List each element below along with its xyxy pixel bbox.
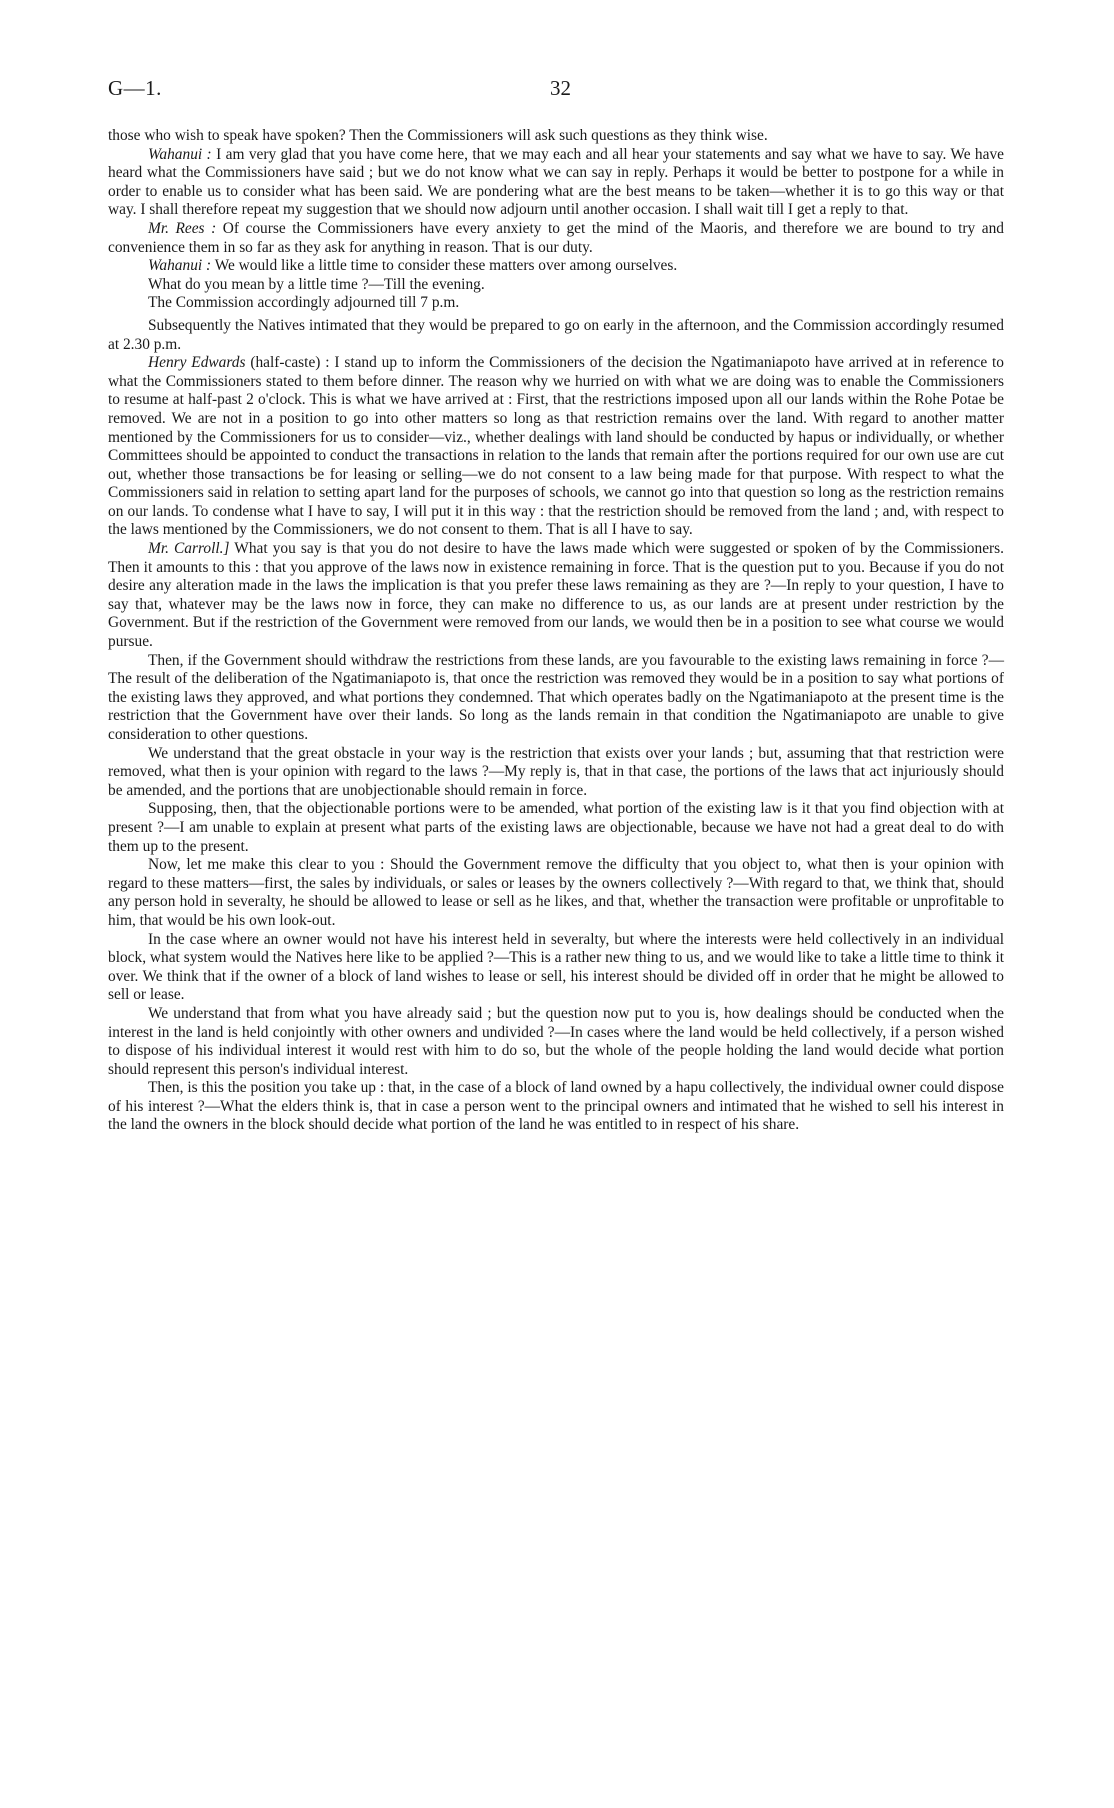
paragraph-text: Of course the Commissioners have every anxiety to get the mind of the Maoris, and therefore we are bound to try and convenience them in so far as they ask for anything in reason. That is our duty. [108, 219, 1005, 256]
paragraph [108, 745, 1004, 801]
paragraph [108, 540, 1004, 652]
paragraph-text: What you say is that you do not desire to have the laws made which were suggested or spoken of by the Commissioners. Then it amounts to this : that you approve of the laws now in existence remaining in force. That is the question put to you. Because if you do not desire any alteration made in the laws the implication is that you prefer these laws remaining as they are ?—In reply to your question, I have to say that, whatever may be the laws now in force, they can make no difference to us, as our lands are at present under restriction by the Government. But if the restriction of the Government were removed from our lands, we would then be in a position to see what course we would pursue. [108, 540, 1004, 651]
body-text [108, 127, 1004, 1135]
paragraph [108, 276, 1004, 295]
paragraph-text: We understand that from what you have already said ; but the question now put to you is, how dealings should be conducted when the interest in the land is held conjointly with other owners and undivided ?—In cases where the land would be held collectively, if a person wished to dispose of his individual interest it would rest with him to do so, but the whole of the people holding the land would decide what portion should represent this person's individual interest. [108, 1004, 1004, 1078]
paragraph-text: We understand that the great obstacle in your way is the restriction that exists over your lands ; but, assuming that that restriction were removed, what then is your opinion with regard to the laws ?—My reply is, that in that case, the portions of the laws that act injuriously should be amended, and the portions that are unobjectionable should remain in force. [108, 744, 1004, 799]
paragraph-text: In the case where an owner would not have his interest held in severalty, but where the interests were held collectively in an individual block, what system would the Natives here like to be applied ?—This is a rather new thing to us, and we would like to take a little time to think it over. We think that if the owner of a block of land wishes to lease or sell, his interest should be divided off in order that he might be allowed to sell or lease. [108, 930, 1004, 1004]
paragraph-text: Then, if the Government should withdraw the restrictions from these lands, are you favourable to the existing laws remaining in force ?—The result of the deliberation of the Ngatimaniapoto is, that once the restriction was removed they would be in a position to say what portions of the existing laws they approved, and what portions they condemned. That which operates badly on the Ngatimaniapoto at the present time is the restriction that the Government have over their lands. So long as the lands remain in that condition the Ngatimaniapoto are unable to give consideration to other questions. [108, 651, 1004, 743]
paragraph [108, 220, 1004, 257]
paragraph [108, 317, 1004, 354]
paragraph [108, 856, 1004, 930]
paragraph-text: I am very glad that you have come here, that we may each and all hear your statements and say what we have to say. We have heard what the Commissioners have said ; but we do not know what we can say in reply. Perhaps it would be better to postpone for a while in order to enable us to consider what has been said. We are pondering what are the best means to be taken—whether it is to go this way or that way. I shall therefore repeat my suggestion that we should now adjourn until another occasion. I shall wait till I get a reply to that. [108, 145, 1004, 219]
speaker-name: Mr. Rees : [148, 219, 217, 237]
paragraph [108, 294, 1004, 313]
paragraph-text: Now, let me make this clear to you : Should the Government remove the difficulty that you object to, what then is your opinion with regard to these matters—first, the sales by individuals, or sales or leases by the owners collectively ?—With regard to that, we think that, should any person hold in severalty, he should be allowed to lease or sell as he likes, and that, whether the transaction were profitable or unprofitable to him, that would be his own look-out. [108, 856, 1004, 929]
paragraph [108, 800, 1004, 856]
page-number: 32 [550, 76, 571, 100]
paragraph [108, 146, 1004, 220]
paragraph-text: (half-caste) : I stand up to inform the Commissioners of the decision the Ngatimaniapoto have arrived at in reference to what the Commissioners stated to them before dinner. The reason why we hurried on with what we are doing was to enable the Commissioners to resume at half-past 2 o'clock. This is what we have arrived at : First, that the restrictions imposed upon all our lands within the Rohe Potae be removed. We are not in a position to go into other matters so long as that restriction remains over the land. With regard to another matter mentioned by the Commissioners for us to consider—viz., whether dealings with land should be conducted by hapus or individually, or whether Committees should be appointed to conduct the transactions in relation to the lands that remain after the portions required for our own use are cut out, whether those transactions be for leasing or selling—we do not consent to a law being made for that purpose. With respect to what the Commissioners said in relation to setting apart land for the purposes of schools, we cannot go into that question so long as the restriction remains on our lands. To condense what I have to say, I will put it in this way : that the restriction should be removed from the land ; and, with respect to the laws mentioned by the Commissioners, we do not consent to them. That is all I have to say. [108, 354, 1004, 539]
speaker-name: Henry Edwards [148, 354, 246, 372]
page-header [108, 76, 1004, 108]
paragraph [108, 127, 1004, 146]
speaker-name: Mr. Carroll.] [148, 540, 230, 558]
paragraph-text: Subsequently the Natives intimated that they would be prepared to go on early in the afternoon, and the Commission accordingly resumed at 2.30 p.m. [108, 316, 1004, 353]
speaker-name: Wahanui : [148, 257, 212, 275]
paragraph [108, 1005, 1004, 1079]
paragraph [108, 931, 1004, 1005]
paragraph-text: Then, is this the position you take up : that, in the case of a block of land owned by a hapu collectively, the individual owner could dispose of his interest ?—What the elders think is, that in case a person went to the principal owners and intimated that he wished to sell his interest in the land the owners in the block should decide what portion of the land he was entitled to in respect of his share. [108, 1079, 1004, 1134]
paragraph [108, 1079, 1004, 1135]
paragraph [108, 354, 1004, 540]
speaker-name: Wahanui : [148, 145, 212, 163]
paragraph-text: Supposing, then, that the objectionable portions were to be amended, what portion of the existing law is it that you find objection with at present ?—I am unable to explain at present what parts of the existing laws are objectionable, because we have not had a great deal to do with them up to the present. [108, 800, 1004, 855]
paragraph-text: We would like a little time to consider these matters over among ourselves. [211, 257, 678, 275]
paragraph-text: What do you mean by a little time ?—Till the evening. [148, 275, 485, 293]
paragraph-text: those who wish to speak have spoken? Then the Commissioners will ask such questions as they think wise. [108, 127, 768, 144]
paragraph [108, 257, 1004, 276]
paragraph [108, 652, 1004, 745]
document-identifier: G—1. [108, 76, 162, 100]
paragraph-text: The Commission accordingly adjourned till 7 p.m. [148, 294, 460, 312]
